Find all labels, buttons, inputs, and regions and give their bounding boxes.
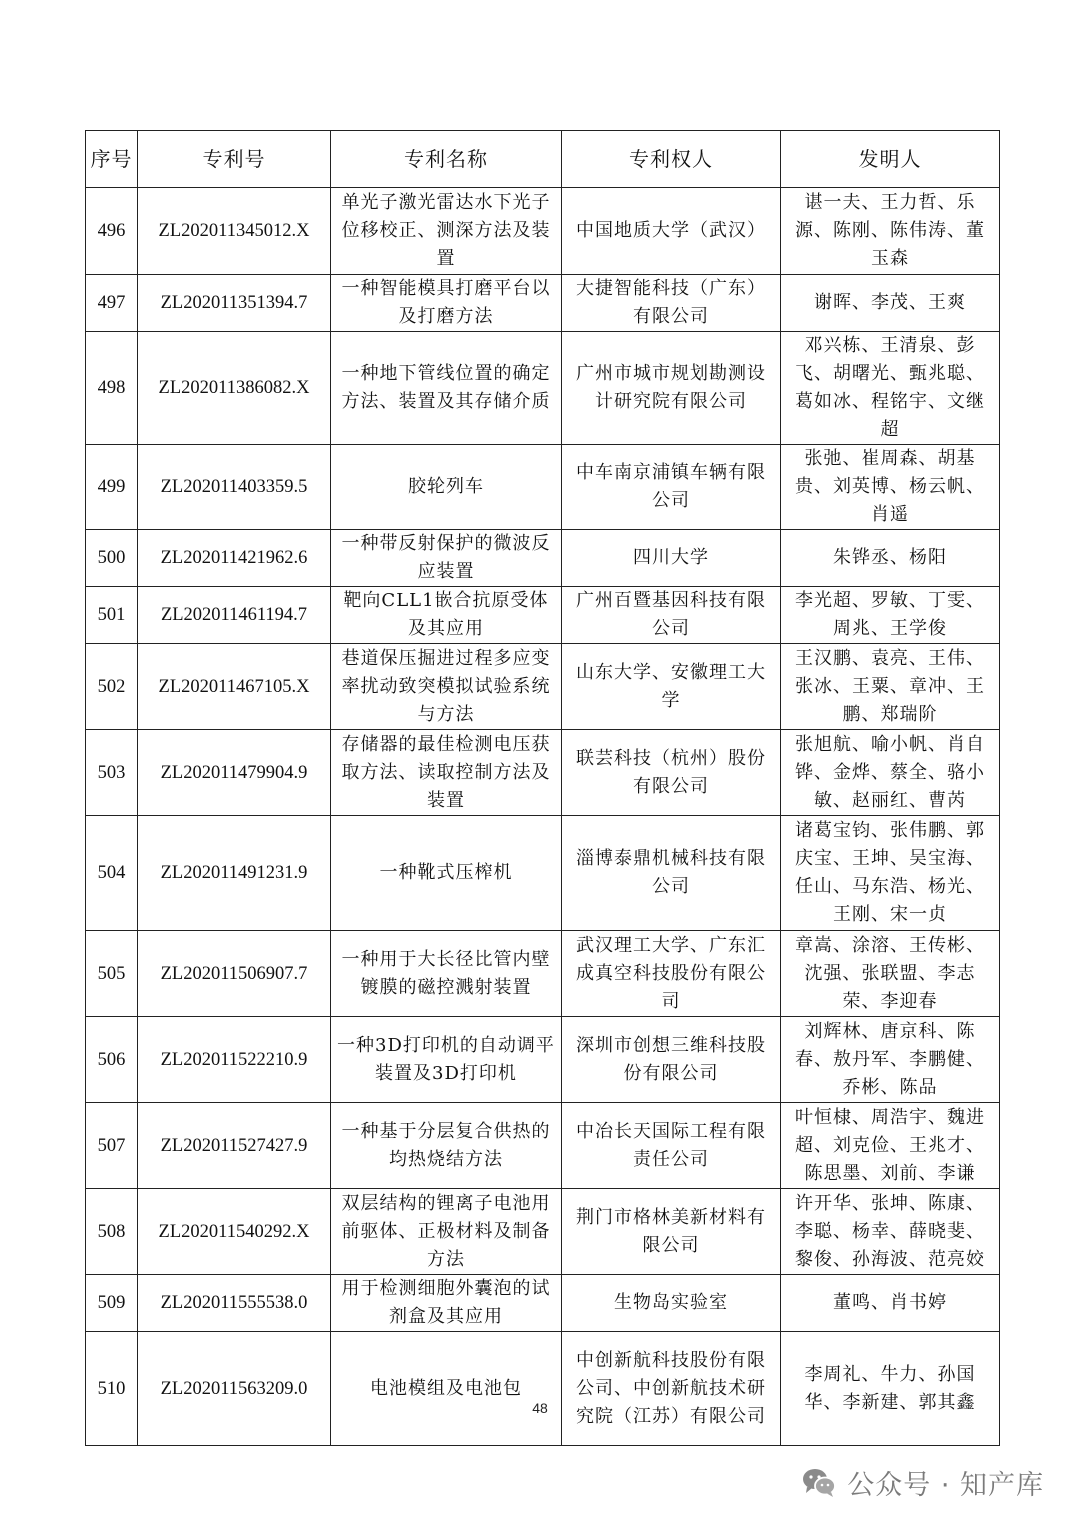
row-inventors: 诸葛宝钧、张伟鹏、郭庆宝、王坤、吴宝海、任山、马东浩、杨光、王刚、宋一贞	[781, 816, 1000, 931]
row-seq: 502	[86, 644, 138, 730]
row-patent-no: ZL202011403359.5	[138, 445, 331, 530]
table-row	[86, 1103, 1000, 1189]
table-row	[86, 188, 1000, 275]
row-title: 一种智能模具打磨平台以及打磨方法	[331, 275, 562, 332]
row-seq: 507	[86, 1103, 138, 1189]
row-patent-no: ZL202011467105.X	[138, 644, 331, 730]
row-patent-no: ZL202011506907.7	[138, 931, 331, 1017]
row-inventors: 邓兴栋、王清泉、彭飞、胡曙光、甄兆聪、葛如冰、程铭宇、文继超	[781, 332, 1000, 445]
row-owner: 生物岛实验室	[562, 1275, 781, 1332]
row-seq: 499	[86, 445, 138, 530]
header-seq: 序号	[86, 131, 138, 188]
table-row	[86, 816, 1000, 931]
page-number: 48	[532, 1400, 548, 1416]
watermark	[801, 1462, 1044, 1502]
row-seq: 501	[86, 587, 138, 644]
table-row	[86, 587, 1000, 644]
row-owner: 山东大学、安徽理工大学	[562, 644, 781, 730]
row-title: 用于检测细胞外囊泡的试剂盒及其应用	[331, 1275, 562, 1332]
row-title: 存储器的最佳检测电压获取方法、读取控制方法及装置	[331, 730, 562, 816]
table-row	[86, 445, 1000, 530]
row-inventors: 谌一夫、王力哲、乐源、陈刚、陈伟涛、董玉森	[781, 188, 1000, 275]
row-title: 单光子激光雷达水下光子位移校正、测深方法及装置	[331, 188, 562, 275]
row-inventors: 刘辉林、唐京科、陈春、敖丹军、李鹏健、乔彬、陈品	[781, 1017, 1000, 1103]
row-owner: 大捷智能科技（广东）有限公司	[562, 275, 781, 332]
row-owner: 广州百暨基因科技有限公司	[562, 587, 781, 644]
row-owner: 深圳市创想三维科技股份有限公司	[562, 1017, 781, 1103]
table-row	[86, 1017, 1000, 1103]
row-title: 一种基于分层复合供热的均热烧结方法	[331, 1103, 562, 1189]
wechat-icon	[801, 1466, 837, 1498]
row-owner: 四川大学	[562, 530, 781, 587]
header-row	[86, 131, 1000, 188]
row-seq: 500	[86, 530, 138, 587]
row-title: 一种3D打印机的自动调平装置及3D打印机	[331, 1017, 562, 1103]
row-patent-no: ZL202011479904.9	[138, 730, 331, 816]
row-title: 一种靴式压榨机	[331, 816, 562, 931]
row-owner: 淄博泰鼎机械科技有限公司	[562, 816, 781, 931]
row-inventors: 许开华、张坤、陈康、李聪、杨幸、薛晓斐、黎俊、孙海波、范亮姣	[781, 1189, 1000, 1275]
row-patent-no: ZL202011555538.0	[138, 1275, 331, 1332]
row-inventors: 董鸣、肖书婷	[781, 1275, 1000, 1332]
table-row	[86, 931, 1000, 1017]
table-row	[86, 1332, 1000, 1446]
row-patent-no: ZL202011461194.7	[138, 587, 331, 644]
row-seq: 506	[86, 1017, 138, 1103]
row-title: 胶轮列车	[331, 445, 562, 530]
row-seq: 498	[86, 332, 138, 445]
row-inventors: 张旭航、喻小帆、肖自铧、金烨、蔡全、骆小敏、赵丽红、曹芮	[781, 730, 1000, 816]
row-seq: 505	[86, 931, 138, 1017]
row-title: 一种地下管线位置的确定方法、装置及其存储介质	[331, 332, 562, 445]
row-patent-no: ZL202011563209.0	[138, 1332, 331, 1446]
row-seq: 510	[86, 1332, 138, 1446]
row-inventors: 李周礼、牛力、孙国华、李新建、郭其鑫	[781, 1332, 1000, 1446]
row-inventors: 朱铧丞、杨阳	[781, 530, 1000, 587]
header-patent-no: 专利号	[138, 131, 331, 188]
row-inventors: 章嵩、涂溶、王传彬、沈强、张联盟、李志荣、李迎春	[781, 931, 1000, 1017]
row-title: 巷道保压掘进过程多应变率扰动致突模拟试验系统与方法	[331, 644, 562, 730]
row-patent-no: ZL202011540292.X	[138, 1189, 331, 1275]
row-owner: 武汉理工大学、广东汇成真空科技股份有限公司	[562, 931, 781, 1017]
row-title: 电池模组及电池包	[331, 1332, 562, 1446]
row-title: 双层结构的锂离子电池用前驱体、正极材料及制备方法	[331, 1189, 562, 1275]
row-seq: 509	[86, 1275, 138, 1332]
row-seq: 496	[86, 188, 138, 275]
row-owner: 荆门市格林美新材料有限公司	[562, 1189, 781, 1275]
row-patent-no: ZL202011522210.9	[138, 1017, 331, 1103]
row-patent-no: ZL202011421962.6	[138, 530, 331, 587]
row-patent-no: ZL202011351394.7	[138, 275, 331, 332]
table-row	[86, 1189, 1000, 1275]
row-title: 一种用于大长径比管内壁镀膜的磁控溅射装置	[331, 931, 562, 1017]
row-owner: 广州市城市规划勘测设计研究院有限公司	[562, 332, 781, 445]
table-row	[86, 730, 1000, 816]
table-row	[86, 530, 1000, 587]
header-inventors: 发明人	[781, 131, 1000, 188]
row-seq: 508	[86, 1189, 138, 1275]
row-title: 靶向CLL1嵌合抗原受体及其应用	[331, 587, 562, 644]
table-row	[86, 1275, 1000, 1332]
row-owner: 中冶长天国际工程有限责任公司	[562, 1103, 781, 1189]
table-row	[86, 275, 1000, 332]
header-owner: 专利权人	[562, 131, 781, 188]
row-inventors: 王汉鹏、袁亮、王伟、张冰、王粟、章冲、王鹏、郑瑞阶	[781, 644, 1000, 730]
row-patent-no: ZL202011386082.X	[138, 332, 331, 445]
row-owner: 中国地质大学（武汉）	[562, 188, 781, 275]
row-patent-no: ZL202011491231.9	[138, 816, 331, 931]
row-owner: 联芸科技（杭州）股份有限公司	[562, 730, 781, 816]
patent-table	[85, 130, 1000, 1446]
table-row	[86, 644, 1000, 730]
row-seq: 503	[86, 730, 138, 816]
table-row	[86, 332, 1000, 445]
row-title: 一种带反射保护的微波反应装置	[331, 530, 562, 587]
row-seq: 497	[86, 275, 138, 332]
row-owner: 中车南京浦镇车辆有限公司	[562, 445, 781, 530]
row-inventors: 张弛、崔周森、胡基贵、刘英博、杨云帆、肖遥	[781, 445, 1000, 530]
header-title: 专利名称	[331, 131, 562, 188]
row-patent-no: ZL202011345012.X	[138, 188, 331, 275]
row-inventors: 李光超、罗敏、丁雯、周兆、王学俊	[781, 587, 1000, 644]
row-inventors: 叶恒棣、周浩宇、魏进超、刘克俭、王兆才、陈思墨、刘前、李谦	[781, 1103, 1000, 1189]
row-inventors: 谢晖、李茂、王爽	[781, 275, 1000, 332]
row-owner: 中创新航科技股份有限公司、中创新航技术研究院（江苏）有限公司	[562, 1332, 781, 1446]
watermark-label: 公众号 · 知产库	[847, 1469, 1044, 1501]
row-patent-no: ZL202011527427.9	[138, 1103, 331, 1189]
row-seq: 504	[86, 816, 138, 931]
